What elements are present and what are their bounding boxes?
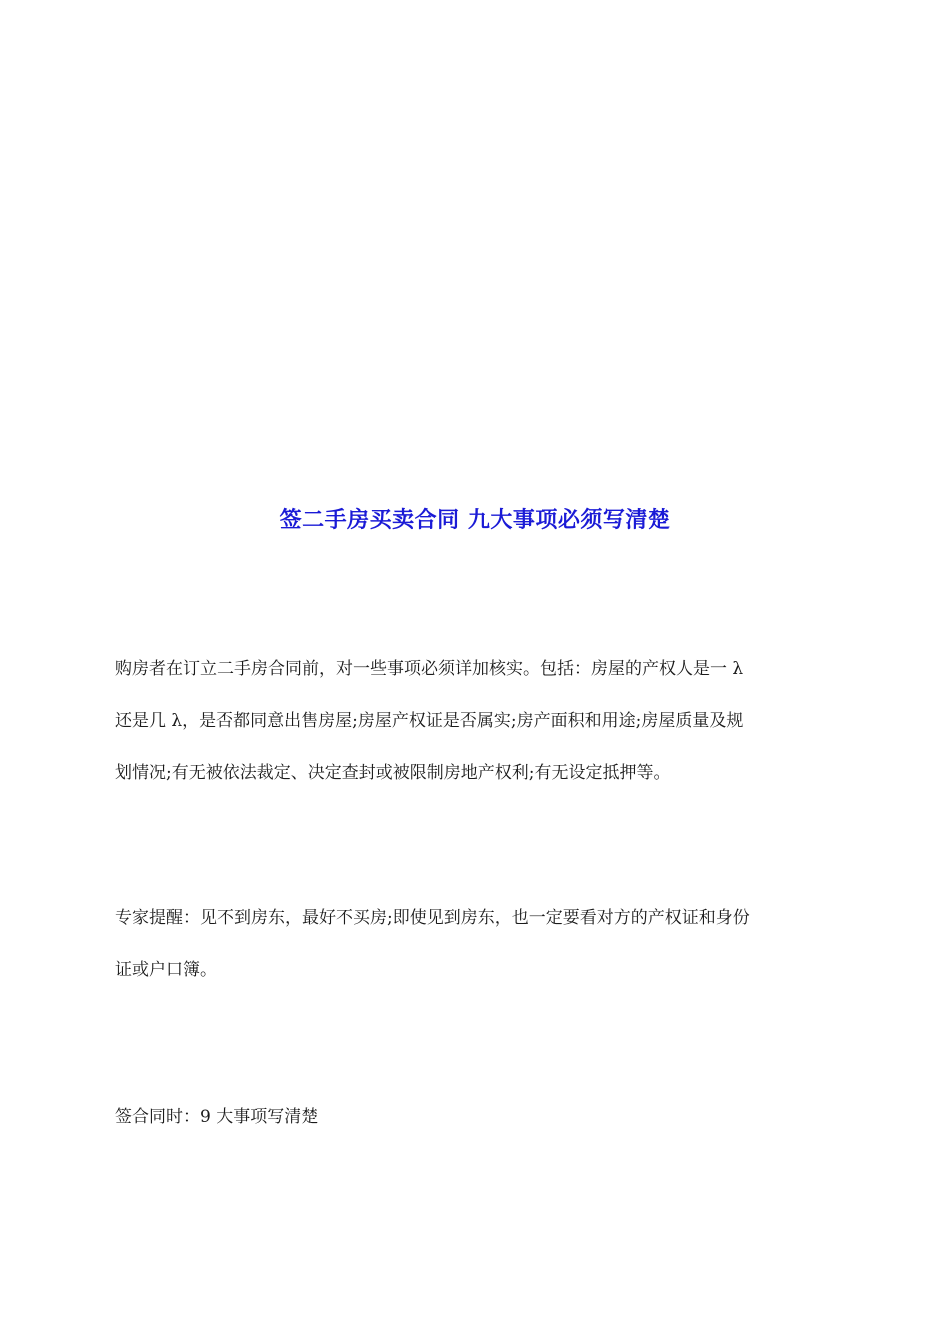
document-title: 签二手房买卖合同 九大事项必须写清楚 (279, 506, 671, 533)
paragraph-line: 签合同时：9 大事项写清楚 (115, 1107, 319, 1127)
paragraph-line: 专家提醒：见不到房东，最好不买房;即使见到房东，也一定要看对方的产权证和身份 (115, 908, 750, 928)
paragraph-line: 还是几 λ，是否都同意出售房屋;房屋产权证是否属实;房产面积和用途;房屋质量及规 (115, 711, 744, 731)
paragraph-verification (115, 643, 840, 799)
paragraph-line: 购房者在订立二手房合同前，对一些事项必须详加核实。包括：房屋的产权人是一 λ (115, 659, 744, 679)
paragraph-line: 证或户口簿。 (115, 960, 217, 980)
paragraph-expert-tip (115, 892, 840, 996)
paragraph-section-heading (115, 1091, 840, 1143)
paragraph-line: 划情况;有无被依法裁定、决定查封或被限制房地产权利;有无设定抵押等。 (115, 763, 671, 783)
